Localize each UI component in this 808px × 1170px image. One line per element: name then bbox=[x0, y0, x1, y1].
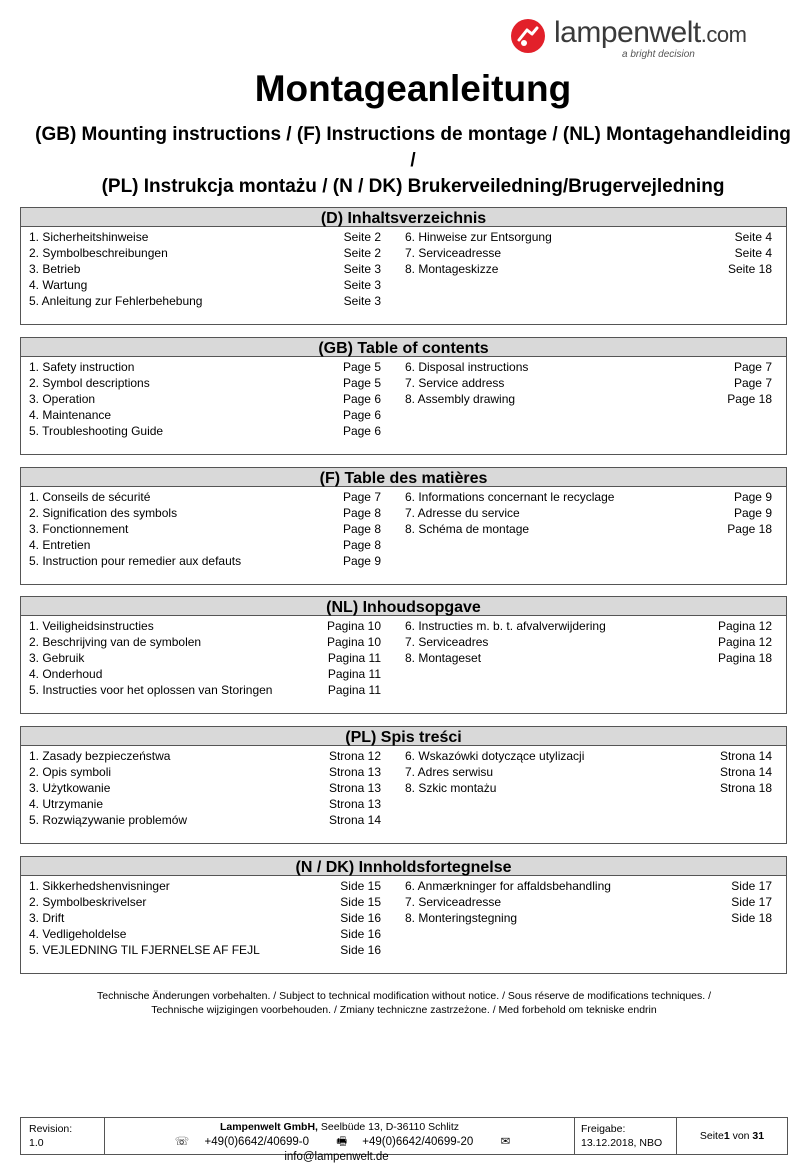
toc-entry: 8. Montageskizze Seite 18 bbox=[405, 262, 772, 276]
logo-tagline: a bright decision bbox=[622, 49, 695, 60]
toc-entry: 6. Hinweise zur Entsorgung Seite 4 bbox=[405, 230, 772, 244]
toc-no-dk bbox=[20, 856, 787, 974]
toc-entry: 1. Conseils de sécurité Page 7 bbox=[29, 490, 381, 504]
toc-entry: 1. Safety instruction Page 5 bbox=[29, 360, 381, 374]
toc-heading: (N / DK) Innholdsfortegnelse bbox=[21, 857, 786, 876]
toc-entry: 5. Instructies voor het oplossen van Storingen Pagina 11 bbox=[29, 683, 381, 697]
toc-left-column bbox=[29, 748, 381, 828]
toc-left-column bbox=[29, 359, 381, 439]
toc-entry: 6. Disposal instructions Page 7 bbox=[405, 360, 772, 374]
toc-right-column bbox=[405, 878, 772, 926]
toc-gb bbox=[20, 337, 787, 455]
toc-entry: 5. Troubleshooting Guide Page 6 bbox=[29, 424, 381, 438]
toc-entry: 7. Adresse du service Page 9 bbox=[405, 506, 772, 520]
toc-entry: 2. Symbol descriptions Page 5 bbox=[29, 376, 381, 390]
toc-entry: 4. Wartung Seite 3 bbox=[29, 278, 381, 292]
toc-entry: 5. Instruction pour remedier aux defauts Page 9 bbox=[29, 554, 381, 568]
fax-contact: 🖷 +49(0)6642/40699-20 bbox=[336, 1136, 474, 1148]
toc-nl bbox=[20, 596, 787, 714]
subtitle-line-1: (GB) Mounting instructions / (F) Instructions de montage / (NL) Montagehandleiding / bbox=[35, 124, 791, 171]
revision-label: Revision: bbox=[29, 1123, 73, 1135]
toc-entry: 2. Symbolbeschreibungen Seite 2 bbox=[29, 246, 381, 260]
toc-heading: (GB) Table of contents bbox=[21, 338, 786, 357]
toc-entry: 8. Szkic montażu Strona 18 bbox=[405, 781, 772, 795]
toc-entry: 4. Onderhoud Pagina 11 bbox=[29, 667, 381, 681]
toc-right-column bbox=[405, 618, 772, 666]
toc-entry: 2. Beschrijving van de symbolen Pagina 10 bbox=[29, 635, 381, 649]
toc-entry: 1. Sikkerhedshenvisninger Side 15 bbox=[29, 879, 381, 893]
disclaimer-line-2: Technische wijzigingen voorbehouden. / Zmiany techniczne zastrzeżone. / Med forbehold om tekniske endrin bbox=[151, 1004, 657, 1016]
toc-entry: 3. Drift Side 16 bbox=[29, 911, 381, 925]
toc-entry: 8. Monteringstegning Side 18 bbox=[405, 911, 772, 925]
toc-right-column bbox=[405, 229, 772, 277]
phone-contact: ☏ +49(0)6642/40699-0 bbox=[174, 1136, 310, 1148]
toc-entry: 7. Adres serwisu Strona 14 bbox=[405, 765, 772, 779]
toc-entry: 4. Maintenance Page 6 bbox=[29, 408, 381, 422]
toc-entry: 6. Anmærkninger for affaldsbehandling Side 17 bbox=[405, 879, 772, 893]
lampenwelt-logo-icon bbox=[510, 18, 546, 54]
toc-entry: 6. Instructies m. b. t. afvalverwijdering Pagina 12 bbox=[405, 619, 772, 633]
toc-pl bbox=[20, 726, 787, 844]
toc-heading: (PL) Spis treści bbox=[21, 727, 786, 746]
mail-icon: ✉ bbox=[500, 1136, 511, 1148]
footer-release bbox=[575, 1118, 677, 1154]
fax-icon: 🖷 bbox=[336, 1136, 348, 1148]
toc-entry: 1. Zasady bezpieczeństwa Strona 12 bbox=[29, 749, 381, 763]
email-contact[interactable]: ✉ info@lampenwelt.de bbox=[284, 1136, 511, 1163]
logo-wordmark: lampenwelt.com bbox=[554, 16, 747, 49]
toc-entry: 4. Entretien Page 8 bbox=[29, 538, 381, 552]
toc-de bbox=[20, 207, 787, 325]
toc-entry: 6. Informations concernant le recyclage Page 9 bbox=[405, 490, 772, 504]
toc-entry: 5. VEJLEDNING TIL FJERNELSE AF FEJL Side 16 bbox=[29, 943, 381, 957]
toc-heading: (F) Table des matières bbox=[21, 468, 786, 487]
lampenwelt-logo bbox=[510, 16, 780, 64]
toc-entry: 7. Serviceadresse Side 17 bbox=[405, 895, 772, 909]
toc-entry: 1. Sicherheitshinweise Seite 2 bbox=[29, 230, 381, 244]
phone-icon: ☏ bbox=[174, 1136, 190, 1148]
revision-value: 1.0 bbox=[29, 1137, 44, 1149]
toc-entry: 8. Assembly drawing Page 18 bbox=[405, 392, 772, 406]
disclaimer-line-1: Technische Änderungen vorbehalten. / Subject to technical modification without notice. / Sous réserve de modifications techniques. / bbox=[96, 990, 712, 1002]
document-title: Montageanleitung bbox=[254, 68, 572, 109]
toc-entry: 7. Serviceadresse Seite 4 bbox=[405, 246, 772, 260]
footer-company bbox=[105, 1118, 575, 1163]
toc-entry: 3. Fonctionnement Page 8 bbox=[29, 522, 381, 536]
company-name: Lampenwelt GmbH, bbox=[219, 1121, 318, 1133]
document-subtitle bbox=[30, 122, 796, 200]
toc-right-column bbox=[405, 359, 772, 407]
toc-entry: 2. Signification des symbols Page 8 bbox=[29, 506, 381, 520]
toc-entry: 4. Vedligeholdelse Side 16 bbox=[29, 927, 381, 941]
toc-left-column bbox=[29, 878, 381, 958]
toc-right-column bbox=[405, 748, 772, 796]
toc-entry: 7. Service address Page 7 bbox=[405, 376, 772, 390]
toc-entry: 3. Gebruik Pagina 11 bbox=[29, 651, 381, 665]
toc-entry: 8. Schéma de montage Page 18 bbox=[405, 522, 772, 536]
toc-entry: 4. Utrzymanie Strona 13 bbox=[29, 797, 381, 811]
toc-entry: 2. Symbolbeskrivelser Side 15 bbox=[29, 895, 381, 909]
page-footer bbox=[20, 1117, 788, 1163]
release-value: 13.12.2018, NBO bbox=[581, 1137, 663, 1149]
toc-entry: 3. Operation Page 6 bbox=[29, 392, 381, 406]
release-label: Freigabe: bbox=[581, 1123, 626, 1135]
toc-heading: (D) Inhaltsverzeichnis bbox=[21, 208, 786, 227]
footer-page-number: Seite 1 von 31 bbox=[699, 1130, 765, 1142]
toc-entry: 2. Opis symboli Strona 13 bbox=[29, 765, 381, 779]
disclaimer bbox=[40, 989, 768, 1017]
subtitle-line-2: (PL) Instrukcja montażu / (N / DK) Brukerveiledning/Brugervejledning bbox=[101, 176, 725, 197]
toc-heading: (NL) Inhoudsopgave bbox=[21, 597, 786, 616]
toc-entry: 5. Anleitung zur Fehlerbehebung Seite 3 bbox=[29, 294, 381, 308]
toc-left-column bbox=[29, 618, 381, 698]
toc-left-column bbox=[29, 229, 381, 309]
footer-revision bbox=[21, 1118, 105, 1154]
toc-left-column bbox=[29, 489, 381, 569]
toc-fr bbox=[20, 467, 787, 585]
company-address: Seelbüde 13, D-36110 Schlitz bbox=[317, 1121, 460, 1133]
toc-entry: 3. Użytkowanie Strona 13 bbox=[29, 781, 381, 795]
toc-entry: 7. Serviceadres Pagina 12 bbox=[405, 635, 772, 649]
toc-entry: 1. Veiligheidsinstructies Pagina 10 bbox=[29, 619, 381, 633]
toc-entry: 5. Rozwiązywanie problemów Strona 14 bbox=[29, 813, 381, 827]
toc-entry: 3. Betrieb Seite 3 bbox=[29, 262, 381, 276]
toc-entry: 8. Montageset Pagina 18 bbox=[405, 651, 772, 665]
toc-right-column bbox=[405, 489, 772, 537]
toc-entry: 6. Wskazówki dotyczące utylizacji Strona 14 bbox=[405, 749, 772, 763]
